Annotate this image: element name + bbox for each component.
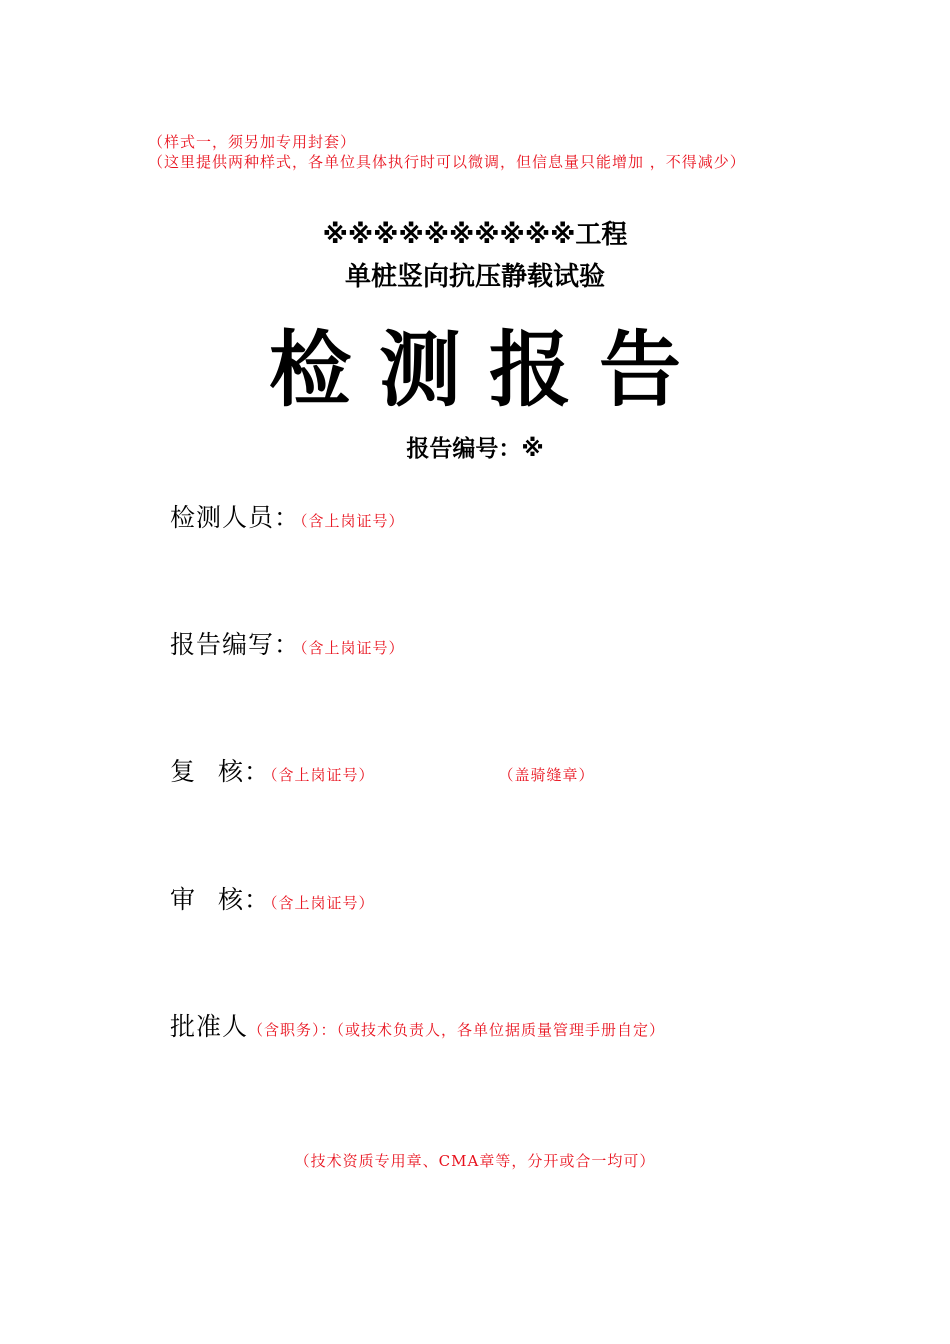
auditor-hint: （含上岗证号） <box>270 894 375 912</box>
variant-note: （这里提供两种样式，各单位具体执行时可以微调，但信息量只能增加 ，不得减少） <box>148 153 746 171</box>
inspectors-label: 检测人员： <box>170 503 301 532</box>
reviewer-label-second: 核： <box>218 757 271 786</box>
report-writer-label: 报告编写： <box>170 630 301 659</box>
test-title: 单桩竖向抗压静载试验 <box>344 262 605 292</box>
seal-hint: （盖骑缝章） <box>498 766 595 784</box>
report-writer-hint: （含上岗证号） <box>300 639 405 657</box>
report-writer-field <box>170 625 405 661</box>
project-title: ※※※※※※※※※※工程 <box>322 220 628 250</box>
auditor-field <box>170 880 375 916</box>
reviewer-field <box>170 752 595 788</box>
approver-field <box>170 1007 665 1043</box>
reviewer-label-first: 复 <box>170 757 197 786</box>
auditor-label-first: 审 <box>170 885 197 914</box>
inspectors-hint: （含上岗证号） <box>300 512 405 530</box>
approver-role-hint: （含职务）： <box>248 1021 337 1039</box>
reviewer-hint: （含上岗证号） <box>270 766 375 784</box>
auditor-label-second: 核： <box>218 885 271 914</box>
approver-hint: （或技术负责人，各单位据质量管理手册自定） <box>336 1021 666 1039</box>
report-number: 报告编号：※ <box>406 436 544 462</box>
approver-label: 批准人 <box>170 1012 249 1041</box>
report-title: 检测报告 <box>268 322 709 418</box>
inspectors-field <box>170 498 405 534</box>
style-note: （样式一，须另加专用封套） <box>148 133 357 151</box>
stamp-note: （技术资质专用章、CMA章等，分开或合一均可） <box>294 1152 656 1170</box>
